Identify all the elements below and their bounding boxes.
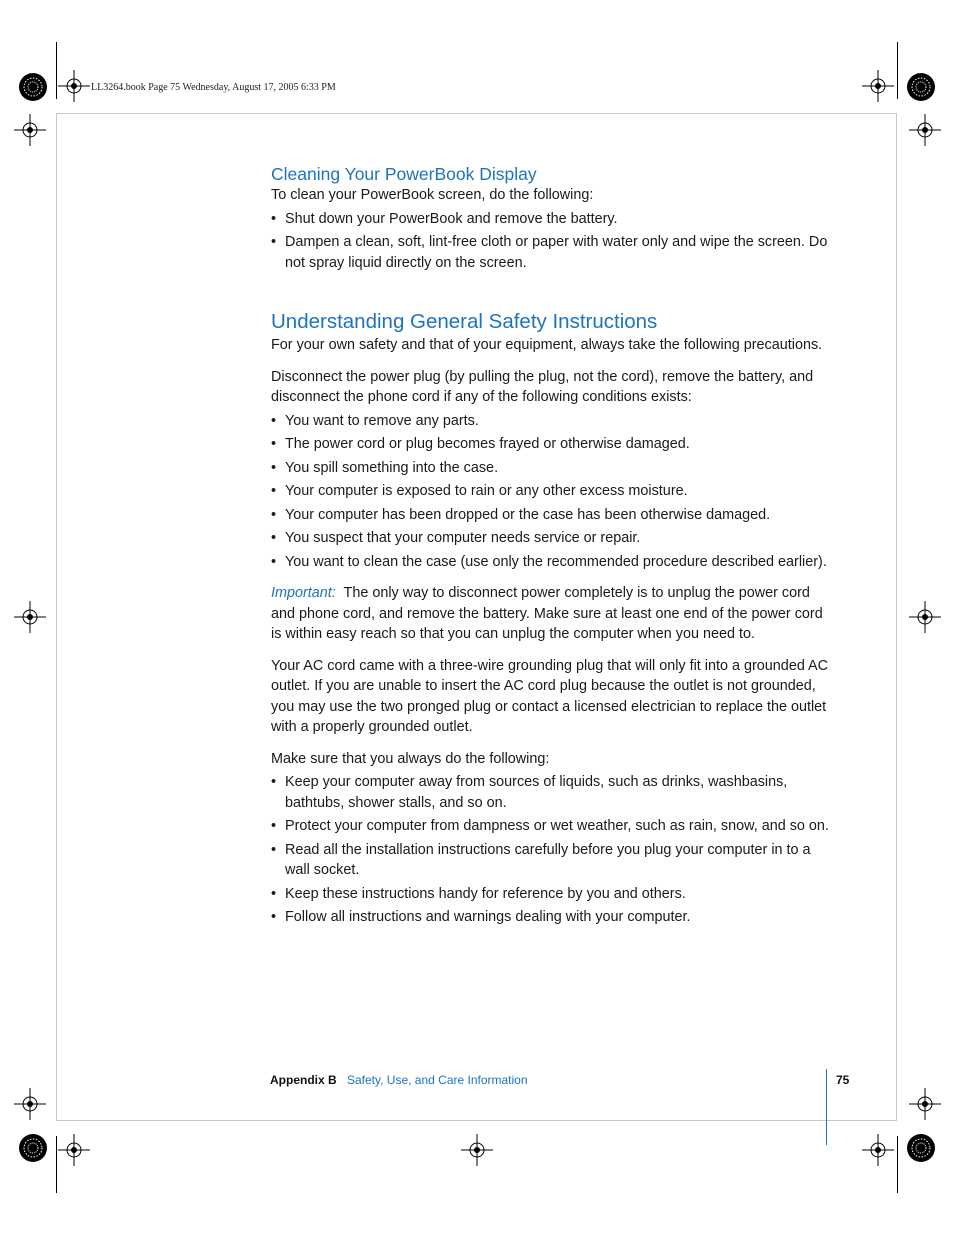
list-item: • You want to clean the case (use only the recommended procedure described earlier). <box>271 552 831 573</box>
cleaning-intro: To clean your PowerBook screen, do the following: <box>271 187 594 203</box>
crop-mark <box>897 42 898 99</box>
star-target-icon <box>18 72 48 102</box>
list-item: • Protect your computer from dampness or wet weather, such as rain, snow, and so on. <box>271 816 831 837</box>
list-item: • The power cord or plug becomes frayed or otherwise damaged. <box>271 434 831 455</box>
disconnect-paragraph: Disconnect the power plug (by pulling the plug, not the cord), remove the battery, and disconnect the phone cord if any of the following conditions exists: <box>271 368 814 405</box>
page-content <box>271 163 831 928</box>
list-item: • You suspect that your computer needs service or repair. <box>271 528 831 549</box>
list-item: • Read all the installation instructions carefully before you plug your computer in to a wall socket. <box>271 840 831 881</box>
crop-mark <box>897 1136 898 1193</box>
star-target-icon <box>906 72 936 102</box>
always-intro: Make sure that you always do the following: <box>271 750 550 767</box>
print-slug: LL3264.book Page 75 Wednesday, August 17, 2005 6:33 PM <box>91 82 336 93</box>
section-heading-safety: Understanding General Safety Instructions <box>271 310 658 333</box>
important-label: Important: <box>271 585 336 601</box>
important-text: The only way to disconnect power completely is to unplug the power cord and phone cord, and remove the battery. Make sure at least one end of the power cord is within easy reach so that you can unplug the computer when you need to. <box>271 585 823 642</box>
registration-mark-icon <box>909 114 941 146</box>
footer-divider <box>826 1069 827 1145</box>
registration-mark-icon <box>14 601 46 633</box>
registration-mark-icon <box>14 1088 46 1120</box>
registration-mark-icon <box>862 1134 894 1166</box>
ac-cord-paragraph: Your AC cord came with a three-wire grounding plug that will only fit into a grounded AC outlet. If you are unable to insert the AC cord plug because the outlet is not grounded, you may use the two pronged plug or contact a licensed electrician to replace the outlet with a properly grounded outlet. <box>271 657 829 735</box>
list-item: • You spill something into the case. <box>271 458 831 479</box>
crop-mark <box>56 1136 57 1193</box>
page-number: 75 <box>836 1073 850 1087</box>
always-list <box>271 772 831 928</box>
list-item: • Follow all instructions and warnings dealing with your computer. <box>271 907 831 928</box>
star-target-icon <box>18 1133 48 1163</box>
safety-intro: For your own safety and that of your equipment, always take the following precautions. <box>271 337 823 353</box>
registration-mark-icon <box>909 601 941 633</box>
list-item: • You want to remove any parts. <box>271 411 831 432</box>
list-item: • Keep these instructions handy for reference by you and others. <box>271 884 831 905</box>
registration-mark-icon <box>862 70 894 102</box>
conditions-list <box>271 411 831 573</box>
registration-mark-icon <box>58 70 90 102</box>
list-item: • Your computer is exposed to rain or any other excess moisture. <box>271 481 831 502</box>
star-target-icon <box>906 1133 936 1163</box>
registration-mark-icon <box>909 1088 941 1120</box>
list-item: • Shut down your PowerBook and remove the battery. <box>271 209 831 230</box>
footer-appendix-label: Appendix B <box>270 1073 337 1087</box>
footer-chapter-title: Safety, Use, and Care Information <box>347 1073 528 1087</box>
list-item: • Keep your computer away from sources of liquids, such as drinks, washbasins, bathtubs, shower stalls, and so on. <box>271 772 831 813</box>
list-item: • Dampen a clean, soft, lint-free cloth or paper with water only and wipe the screen. Do not spray liquid directly on the screen. <box>271 232 831 273</box>
cleaning-steps-list <box>271 209 831 274</box>
important-note <box>271 583 831 645</box>
section-heading-cleaning-display: Cleaning Your PowerBook Display <box>271 164 537 184</box>
registration-mark-icon <box>461 1134 493 1166</box>
crop-mark <box>56 42 57 99</box>
registration-mark-icon <box>14 114 46 146</box>
registration-mark-icon <box>58 1134 90 1166</box>
list-item: • Your computer has been dropped or the case has been otherwise damaged. <box>271 505 831 526</box>
